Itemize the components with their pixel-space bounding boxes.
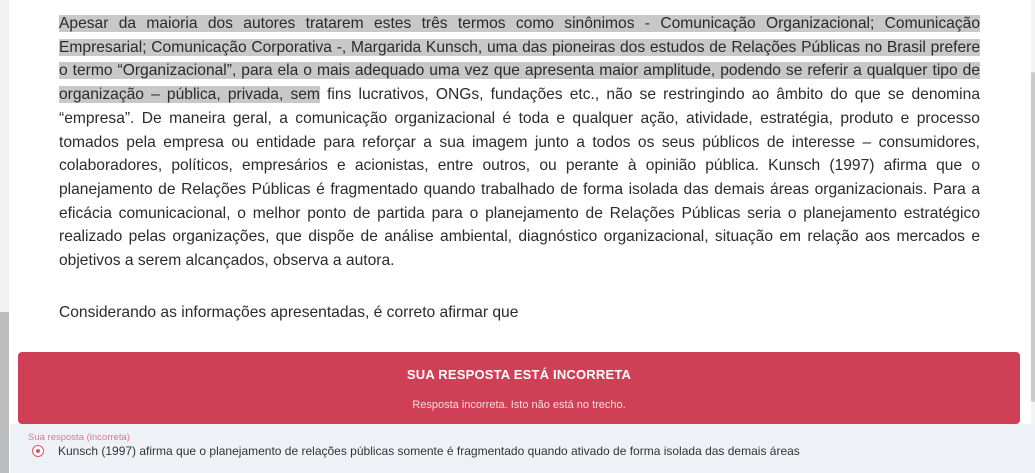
right-scrollbar-thumb[interactable]: [1031, 72, 1035, 402]
selected-answer-panel: [10, 424, 1035, 473]
result-feedback: Resposta incorreta. Isto não está no trecho.: [412, 399, 626, 411]
right-scrollbar[interactable]: [1031, 0, 1035, 473]
answer-option-text[interactable]: Kunsch (1997) afirma que o planejamento de relações públicas somente é fragmentado quando ativado de forma isolada das demais áreas: [58, 444, 800, 458]
result-banner: [18, 352, 1020, 424]
left-scrollbar[interactable]: [0, 0, 9, 473]
answer-status-label: Sua resposta (incorreta): [28, 432, 130, 443]
answer-radio[interactable]: [32, 445, 44, 457]
question-passage: [59, 12, 980, 273]
passage-text: fins lucrativos, ONGs, fundações etc., não se restringindo ao âmbito do que se denomina “empresa”. De maneira geral, a comunicação organizacional é toda e qualquer ação, atividade, estratégia, produto e processo tomados pela empresa ou entidade para reforçar a sua imagem junto a todos os seus públicos de interesse – consumidores, colaboradores, políticos, empresários e acionistas, entre outros, ou perante à opinião pública. Kunsch (1997) afirma que o planejamento de Relações Públicas é fragmentado quando trabalhado de forma isolada das demais áreas organizacionais. Para a eficácia comunicacional, o melhor ponto de partida para o planejamento de Relações Públicas seria o planejamento estratégico realizado pelas organizações, que dispõe de análise ambiental, diagnóstico organizacional, situação em relação aos mercados e objetivos a serem alcançados, observa a autora.: [59, 86, 980, 270]
result-title: SUA RESPOSTA ESTÁ INCORRETA: [406, 367, 632, 382]
radio-selected-dot: [36, 449, 40, 453]
selected-text: Apesar da maioria dos autores tratarem estes três termos como sinônimos - Comunicação Organizacional; Comunicação Empresarial; Comunicação Corporativa -, Margarida Kunsch, uma das pioneiras dos estudos de Relações Públicas no Brasil prefere o termo “Organizacional”, para ela o mais adequado uma vez que apresenta maior amplitude, podendo se referir a qualquer tipo de organização – pública, privada, sem: [59, 15, 980, 104]
left-scrollbar-thumb[interactable]: [0, 312, 9, 473]
question-prompt: Considerando as informações apresentadas, é correto afirmar que: [59, 304, 519, 321]
